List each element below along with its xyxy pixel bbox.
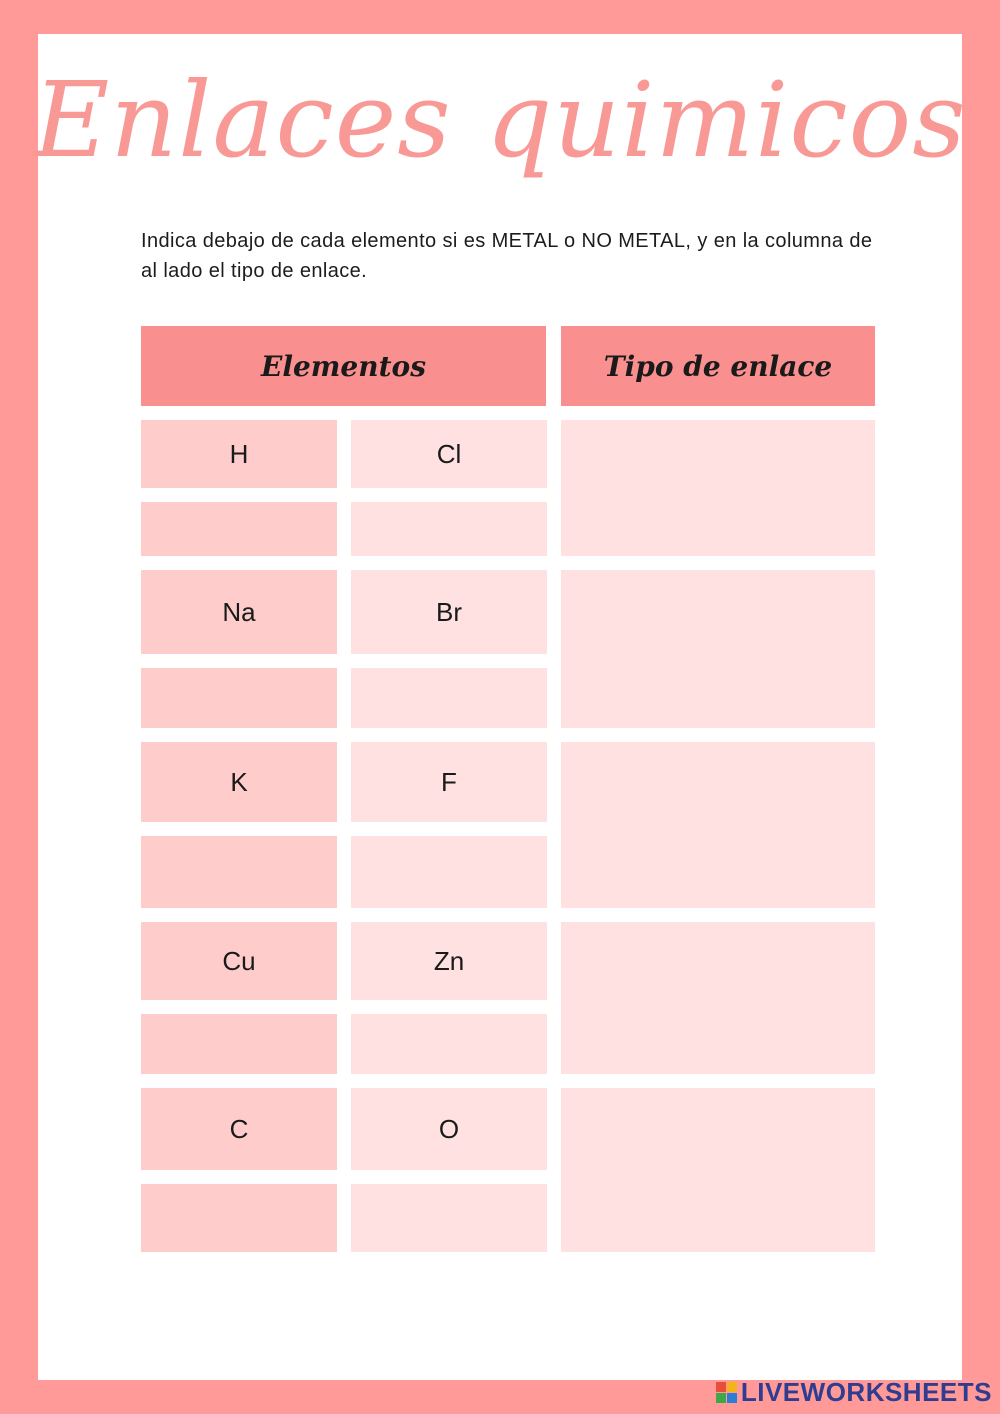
bond-type-answer-field[interactable] [561, 420, 875, 556]
element-cell: Cl [351, 420, 547, 488]
element-cell: K [141, 742, 337, 822]
metal-answer-field[interactable] [351, 1184, 547, 1252]
element-cell: F [351, 742, 547, 822]
element-cell: Br [351, 570, 547, 654]
bond-type-answer-field[interactable] [561, 922, 875, 1074]
metal-answer-field[interactable] [141, 502, 337, 556]
element-cell: Na [141, 570, 337, 654]
element-cell: Cu [141, 922, 337, 1000]
metal-answer-field[interactable] [141, 836, 337, 908]
logo-text: LIVEWORKSHEETS [740, 1377, 992, 1407]
metal-answer-field[interactable] [351, 502, 547, 556]
logo-badge-icon [716, 1382, 737, 1403]
page-title: Enlaces quimicos [33, 59, 967, 181]
metal-answer-field[interactable] [351, 1014, 547, 1074]
metal-answer-field[interactable] [141, 1014, 337, 1074]
element-cell: C [141, 1088, 337, 1170]
metal-answer-field[interactable] [141, 668, 337, 728]
liveworksheets-logo [716, 1377, 992, 1408]
element-cell: H [141, 420, 337, 488]
element-cell: Zn [351, 922, 547, 1000]
bond-type-answer-field[interactable] [561, 1088, 875, 1252]
metal-answer-field[interactable] [141, 1184, 337, 1252]
instructions-text: Indica debajo de cada elemento si es METAL o NO METAL, y en la columna de al lado el tipo de enlace. [141, 230, 873, 282]
header-elementos: Elementos [141, 326, 546, 406]
bond-type-answer-field[interactable] [561, 570, 875, 728]
element-cell: O [351, 1088, 547, 1170]
bond-type-answer-field[interactable] [561, 742, 875, 908]
header-tipo-de-enlace: Tipo de enlace [561, 326, 875, 406]
metal-answer-field[interactable] [351, 836, 547, 908]
metal-answer-field[interactable] [351, 668, 547, 728]
